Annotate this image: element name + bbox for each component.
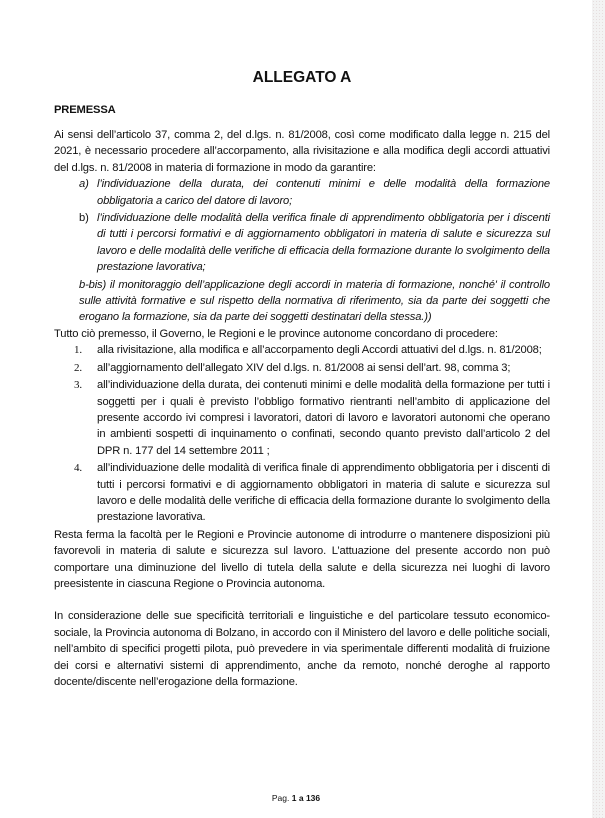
page-footer — [0, 793, 592, 803]
page-content — [54, 68, 550, 690]
total-pages: 136 — [305, 793, 321, 803]
list-marker: 3. — [74, 379, 82, 392]
lettered-list — [54, 176, 550, 275]
list-marker: 2. — [74, 361, 82, 374]
list-marker: 1. — [74, 344, 82, 357]
list-item — [54, 360, 550, 376]
document-title: ALLEGATO A — [252, 69, 352, 86]
current-page-number: 1 — [291, 793, 297, 803]
page-separator: a — [298, 793, 304, 803]
list-item — [54, 460, 550, 526]
regions-paragraph: Resta ferma la facoltà per le Regioni e Provincie autonome di introdurre o mantenere disposizioni più favorevoli in materia di salute e sicurezza sul lavoro. L’attuazione del presente accordo non può comportare una diminuzione del livello di tutela della salute e della sicurezza nei luoghi di lavoro preesistente in ciascuna Regione o Provincia autonoma. — [54, 528, 550, 590]
page-label: Pag. — [271, 793, 290, 803]
list-marker: 4. — [74, 462, 82, 475]
list-item-text: all’aggiornamento dell’allegato XIV del d.lgs. n. 81/2008 ai sensi dell’art. 98, comma 3; — [97, 361, 511, 374]
intro-paragraph: Ai sensi dell’articolo 37, comma 2, del d.lgs. n. 81/2008, così come modificato dalla legge n. 215 del 2021, è necessario procedere all’accorpamento, alla rivisitazione e alla modifica degli accordi attuativi del d.lgs. n. 81/2008 in materia di formazione in modo da garantire: — [54, 129, 550, 174]
numbered-list — [54, 342, 550, 525]
list-marker: a) — [79, 178, 89, 191]
agreement-intro: Tutto ciò premesso, il Governo, le Regioni e le province autonome concordano di procedere: — [54, 327, 498, 340]
list-item — [54, 342, 550, 358]
section-heading: PREMESSA — [54, 104, 116, 116]
bolzano-paragraph: In considerazione delle sue specificità territoriali e linguistiche e del particolare tessuto economico-sociale, la Provincia autonoma di Bolzano, in accordo con il Ministero del lavoro e delle politiche sociali, nell’ambito di specifici progetti pilota, può prevedere in via sperimentale differenti modalità di fruizione dei corsi e alternativi sistemi di apprendimento, anche da remoto, nonché deroghe al rapporto docente/discente nell’erogazione della formazione. — [54, 610, 550, 688]
list-item — [54, 210, 550, 276]
list-item-text: l’individuazione della durata, dei contenuti minimi e delle modalità della formazione obbligatoria a carico del datore di lavoro; — [97, 178, 550, 207]
list-item-text: all’individuazione della durata, dei contenuti minimi e delle modalità della formazione per tutti i soggetti per i quali è previsto l’obbligo formativo rientranti nell’ambito di applicazione del presente accordo ivi compresi i lavoratori, datori di lavoro e lavoratori autonomi che operano in ambienti sospetti di inquinamento o confinati, secondo quanto previsto dall’articolo 2 del DPR n. 177 del 14 settembre 2011 ; — [97, 379, 550, 457]
list-item — [54, 377, 550, 459]
list-marker: b) — [79, 212, 89, 225]
list-item-text: all’individuazione delle modalità di verifica finale di apprendimento obbligatoria per i discenti di tutti i percorsi formativi e di aggiornamento obbligatori in materia di salute e sicurezza sul lavoro e delle modalità delle verifiche di efficacia della formazione durante lo svolgimento della prestazione lavorativa. — [97, 462, 550, 524]
viewer-side-margin — [592, 0, 605, 818]
list-item — [54, 176, 550, 209]
paragraph-spacer — [54, 592, 550, 608]
list-item-text: l’individuazione delle modalità della verifica finale di apprendimento obbligatoria per i discenti di tutti i percorsi formativi e di aggiornamento obbligatori in materia di salute e sicurezza sul lavoro e delle modalità delle verifiche di efficacia della formazione durante lo svolgimento della prestazione lavorativa; — [97, 212, 550, 274]
list-item-text: alla rivisitazione, alla modifica e all’accorpamento degli Accordi attuativi del d.lgs. n. 81/2008; — [97, 344, 542, 357]
b-bis-paragraph: b-bis) il monitoraggio dell’applicazione degli accordi in materia di formazione, nonché' il controllo sulle attività formative e sul rispetto della normativa di riferimento, sia da parte dei soggetti che erogano la formazione, sia da parte dei soggetti destinatari della stessa.)) — [79, 278, 550, 324]
